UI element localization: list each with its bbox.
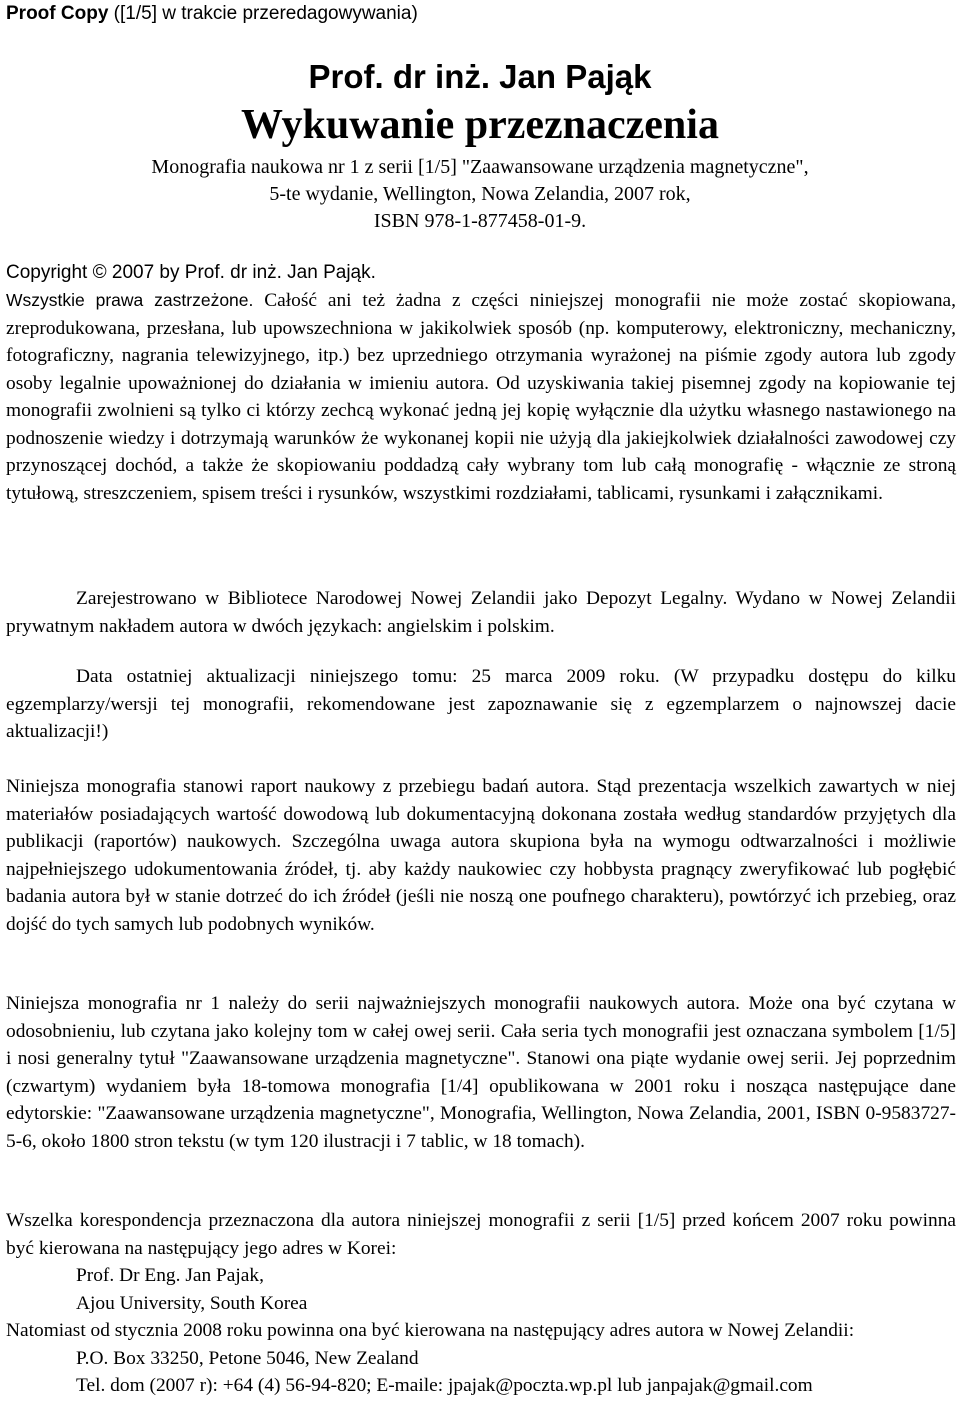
nz-address-line: P.O. Box 33250, Petone 5046, New Zealand	[76, 1347, 419, 1369]
report-text: Niniejsza monografia stanowi raport naukowy z przebiegu badań autora.	[6, 776, 590, 797]
subtitle-line: 5-te wydanie, Wellington, Nowa Zelandia, 2007 rok,	[269, 183, 691, 205]
series-text: Niniejsza monografia nr 1 należy do serii najważniejszych monografii naukowych autora.	[6, 993, 741, 1014]
series-text-4: Stanowi ona piąte wydanie owej serii.	[520, 1048, 830, 1069]
rights-paragraph	[6, 287, 956, 507]
proof-copy-header	[6, 2, 418, 26]
subtitle-block	[0, 154, 960, 235]
report-text-2: Stąd prezentacja wszelkich zawartych w niej materiałów posiadających wartość dowodową lub dokumentacyjną dokonana została według standardów przyjętych dla publikacji (raportów) naukowych.	[6, 776, 956, 852]
copyright-line: Copyright © 2007 by Prof. dr inż. Jan Pająk.	[6, 262, 376, 283]
rights-lead: Wszystkie prawa zastrzeżone.	[6, 290, 254, 310]
rights-text: Całość ani też żadna z części niniejszej monografii nie może zostać skopiowana, zreprodukowana, przesłana, lub upowszechniona w jakikolwiek sposób (np. komputerowy, elektroniczny, mechaniczny, fotograficzny, nagrania telewizyjnego, itp.) bez uprzedniego otrzymania wyrażonej na piśmie zgody autora lub zgody osoby legalnie upoważnionej do działania w imieniu autora.	[6, 290, 957, 394]
subtitle-line: ISBN 978-1-877458-01-9.	[373, 210, 587, 232]
update-text-continued: (W przypadku dostępu do kilku egzemplarzy/wersji tej monografii, rekomendowane jest zapoznawanie się z egzemplarzem o najnowszej dacie aktualizacji!)	[6, 666, 956, 742]
rights-text-continued: Od uzyskiwania takiej pisemnej zgody na kopiowanie tej monografii zwolnieni są tylko ci którzy zechcą wykonać jedną jej kopię wyłącznie dla użytku własnego nastawionego na podnoszenie wiedzy i dotrzymają warunków że wykonanej kopii nie użyją dla jakiejkolwiek działalności zawodowej czy przynoszącej dochód, a także że skopiowaniu poddadzą cały wybrany tom lub całą monografię - włącznie ze stroną tytułową, streszczeniem, spisem treści i rysunków, wszystkimi rozdziałami, tablicami, rysunkami i załącznikami.	[6, 372, 956, 504]
korea-address-line: Prof. Dr Eng. Jan Pajak,	[76, 1265, 264, 1286]
correspondence-section	[6, 1207, 956, 1400]
update-paragraph	[6, 663, 956, 746]
report-text-3: Szczególna uwaga autora skupiona była na wymogu odtwarzalności i możliwie najpełniejszego udokumentowania źródeł, tj. aby każdy naukowiec czy hobbysta pragnący zweryfikować lub pogłębić badania autora był w stanie dotrzeć do ich źródeł (jeśli nie noszą one poufnego charakteru), powtórzyć ich przebieg, oraz dojść do tych samych lub podobnych wyników.	[6, 831, 957, 935]
series-text-5: Jej poprzednim (czwartym) wydaniem była 18-tomowa monografia [1/4] opublikowana w 2001 roku i nosząca następujące dane edytorskie: "Zaawansowane urządzenia magnetyczne", Monografia, Wellington, Nowa Zelandia, 2001, ISBN 0-9583727-5-6, około 1800 stron tekstu (w tym 120 ilustracji i 7 tablic, w 18 tomach).	[6, 1048, 956, 1152]
registration-paragraph	[6, 585, 956, 640]
registration-text: Zarejestrowano w Bibliotece Narodowej Nowej Zelandii jako Depozyt Legalny.	[76, 588, 728, 609]
subtitle-line: Monografia naukowa nr 1 z serii [1/5] "Zaawansowane urządzenia magnetyczne",	[151, 156, 809, 178]
correspondence-intro: Wszelka korespondencja przeznaczona dla autora niniejszej monografii z serii [1/5] przed końcem 2007 roku powinna być kierowana na następujący jego adres w Korei:	[6, 1210, 956, 1259]
report-paragraph	[6, 773, 956, 938]
series-text-2: Może ona być czytana w odosobnieniu, lub czytana jako kolejny tom w całej owej serii.	[6, 993, 956, 1042]
author-name: Prof. dr inż. Jan Pająk	[308, 58, 652, 95]
update-text: Data ostatniej aktualizacji niniejszego tomu: 25 marca 2009 roku.	[76, 666, 660, 687]
series-paragraph	[6, 990, 956, 1155]
korea-address-line: Ajou University, South Korea	[76, 1292, 308, 1314]
series-text-3: Cała seria tych monografii jest oznaczana symbolem [1/5] i nosi generalny tytuł "Zaawansowane urządzenia magnetyczne".	[6, 1020, 956, 1069]
proof-copy-label: Proof Copy	[6, 3, 109, 24]
document-title: Wykuwanie przeznaczenia	[241, 102, 719, 148]
nz-address-intro: Natomiast od stycznia 2008 roku powinna ona być kierowana na następujący adres autora w Nowej Zelandii:	[6, 1320, 855, 1341]
nz-contact-line: Tel. dom (2007 r): +64 (4) 56-94-820; E-maile: jpajak@poczta.wp.pl lub janpajak@gmail.com	[76, 1375, 813, 1396]
proof-copy-note: ([1/5] w trakcie przeredagowywania)	[108, 3, 418, 24]
registration-text-continued: Wydano w Nowej Zelandii prywatnym nakładem autora w dwóch językach: angielskim i polskim.	[6, 588, 956, 637]
